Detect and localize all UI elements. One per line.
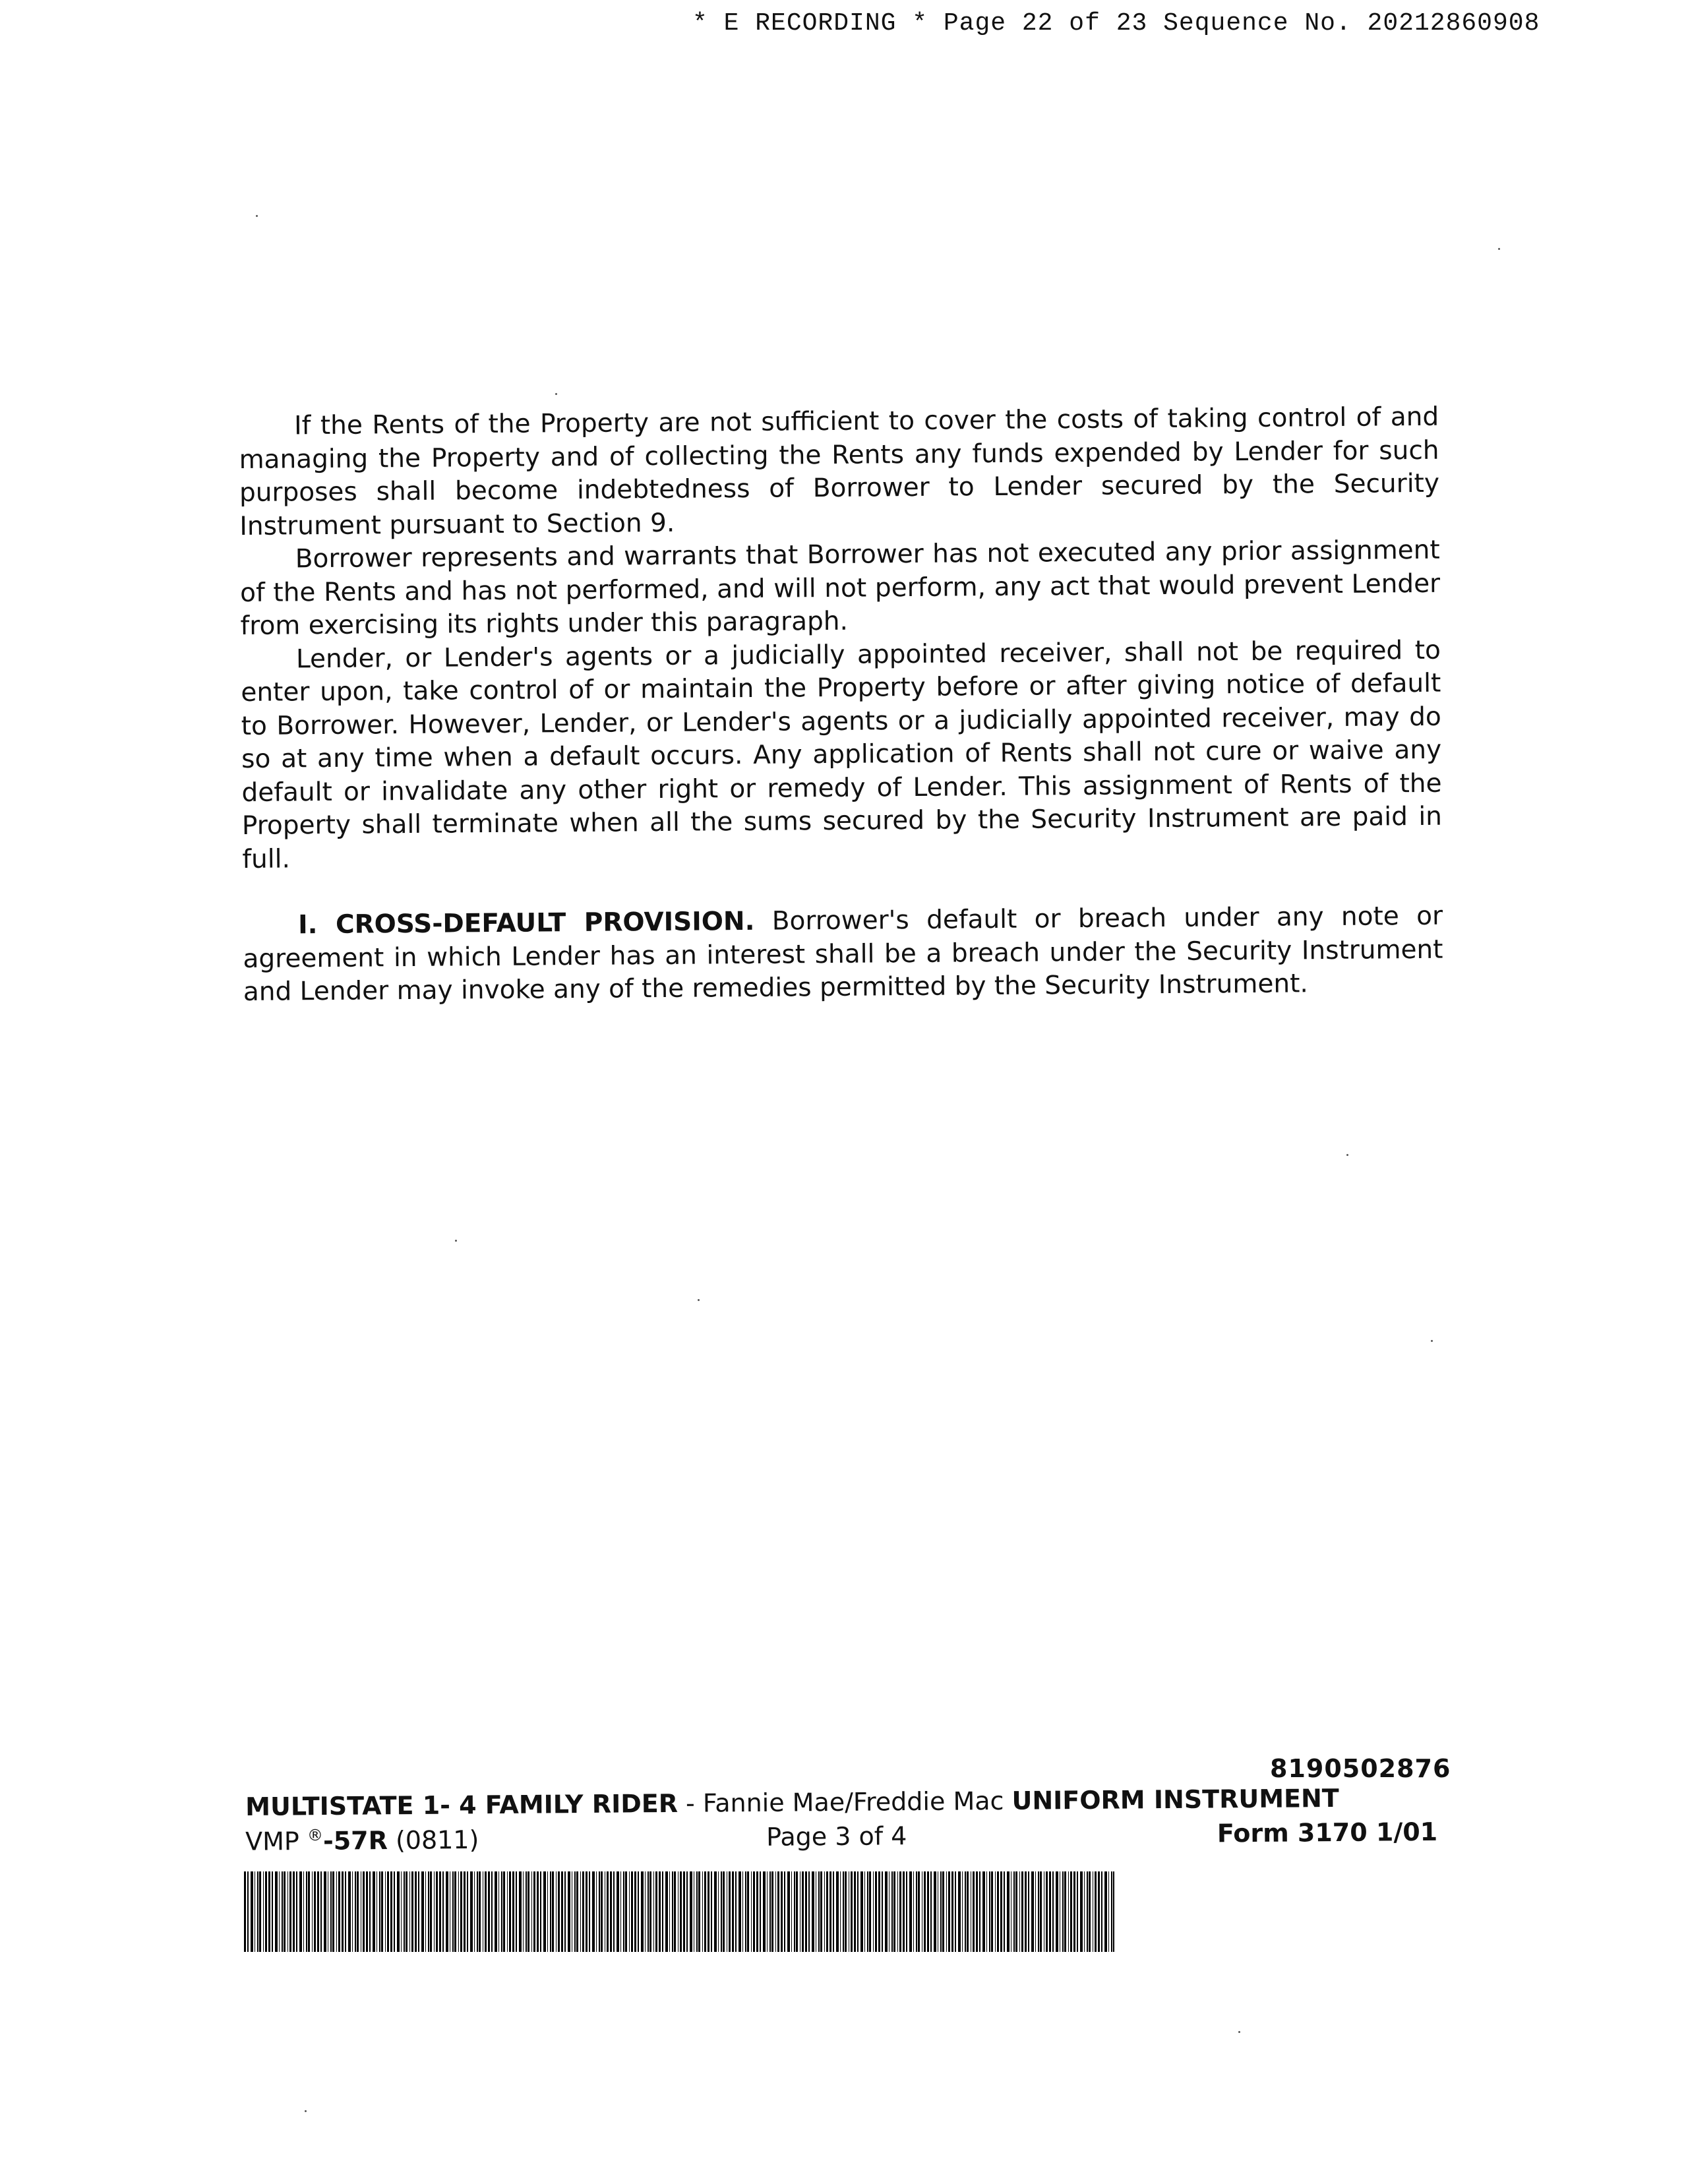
rents-insufficient-paragraph: If the Rents of the Property are not sufficient to cover the costs of taking control of and managing the Property and of collecting the Rents any funds expended by Lender for such purposes shall become indebtedness of Borrower to Lender secured by the Security Instrument pursuant to Section 9. — [239, 402, 1440, 541]
cross-default-heading: I. CROSS-DEFAULT PROVISION. — [297, 906, 755, 940]
vmp-form-code: -57R — [322, 1825, 388, 1856]
scan-speck — [1431, 1340, 1433, 1342]
loan-number: 8190502876 — [1270, 1754, 1451, 1783]
scan-speck — [1346, 1154, 1348, 1156]
scan-speck — [555, 393, 557, 395]
scan-speck — [1238, 2031, 1240, 2033]
form-title — [245, 1783, 1445, 1821]
form-title-main: MULTISTATE 1- 4 FAMILY RIDER — [245, 1788, 678, 1821]
document-body — [239, 401, 1443, 1010]
scan-speck — [455, 1240, 457, 1242]
scan-speck — [256, 215, 258, 217]
lender-agents-paragraph: Lender, or Lender's agents or a judicially appointed receiver, shall not be required to enter upon, take control of or maintain the Property before or after giving notice of default to Borrower. However, Lender, or Lender's agents or a judicially appointed receiver, may do so at any time when a default occurs. Any application of Rents shall not cure or waive any default or invalidate any other right or remedy of Lender. This assignment of Rents of the Property shall terminate when all the sums secured by the Security Instrument are paid in full. — [241, 635, 1443, 874]
cross-default-text: Borrower's default or breach under any note or agreement in which Lender has an interest shall be a breach under the Security Instrument and Lender may invoke any of the remedies permitted by the Security Instrument. — [243, 901, 1443, 1007]
recording-header: * E RECORDING * Page 22 of 23 Sequence No. 20212860908 — [692, 9, 1540, 38]
vmp-version: (0811) — [387, 1825, 479, 1855]
page-number: Page 3 of 4 — [766, 1821, 907, 1852]
form-title-uniform: UNIFORM INSTRUMENT — [1011, 1783, 1339, 1815]
scan-speck — [305, 2110, 307, 2112]
form-number: Form 3170 1/01 — [1217, 1817, 1438, 1848]
barcode — [244, 1871, 1114, 1952]
borrower-represents-paragraph: Borrower represents and warrants that Borrower has not executed any prior assignment of the Rents and has not performed, and will not perform, any act that would prevent Lender from exercising its rights under this paragraph. — [239, 535, 1441, 641]
form-title-middle: - Fannie Mae/Freddie Mac — [677, 1786, 1012, 1818]
registered-mark: ® — [307, 1826, 324, 1845]
vmp-code — [245, 1825, 479, 1856]
scan-speck — [698, 1299, 700, 1301]
scan-speck — [1498, 248, 1500, 250]
form-info-line — [245, 1817, 1437, 1860]
cross-default-section — [243, 900, 1443, 1010]
vmp-prefix: VMP — [245, 1827, 300, 1856]
